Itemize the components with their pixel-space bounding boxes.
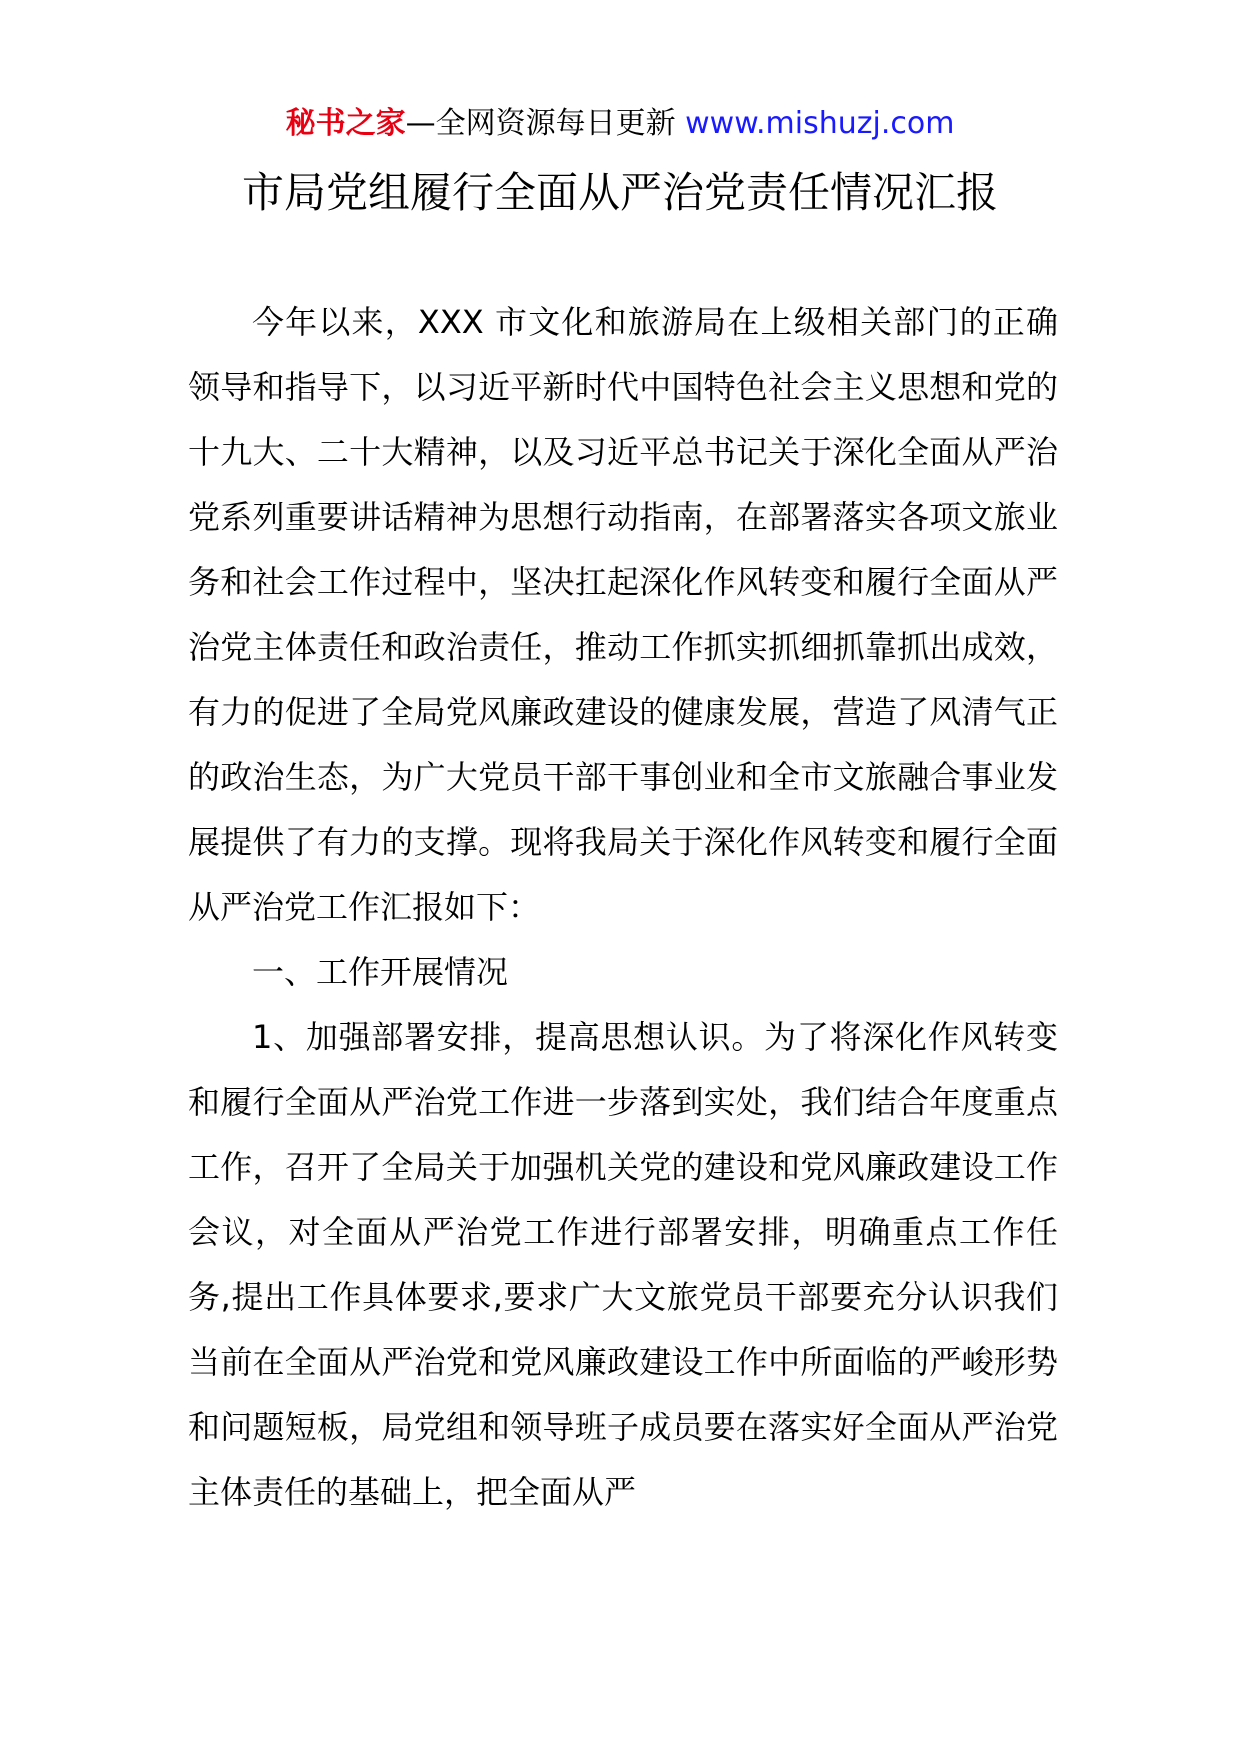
item-1-paragraph: 1、加强部署安排，提高思想认识。为了将深化作风转变和履行全面从严治党工作进一步落到实处，我们结合年度重点工作，召开了全局关于加强机关党的建设和党风廉政建设工作会议，对全面从严治党工作进行部署安排，明确重点工作任务,提出工作具体要求,要求广大文旅党员干部要充分认识我们当前在全面从严治党和党风廉政建设工作中所面临的严峻形势和问题短板，局党组和领导班子成员要在落实好全面从严治党主体责任的基础上，把全面从严 — [188, 1018, 1058, 1511]
site-header — [0, 100, 1240, 148]
brand-name: 秘书之家 — [285, 106, 406, 141]
site-url-link[interactable]: www.mishuzj.com — [685, 106, 955, 141]
intro-paragraph: 今年以来，XXX 市文化和旅游局在上级相关部门的正确领导和指导下，以习近平新时代中国特色社会主义思想和党的十九大、二十大精神，以及习近平总书记关于深化全面从严治党系列重要讲话精神为思想行动指南，在部署落实各项文旅业务和社会工作过程中，坚决扛起深化作风转变和履行全面从严治党主体责任和政治责任，推动工作抓实抓细抓靠抓出成效，有力的促进了全局党风廉政建设的健康发展，营造了风清气正的政治生态，为广大党员干部干事创业和全市文旅融合事业发展提供了有力的支撑。现将我局关于深化作风转变和履行全面从严治党工作汇报如下： — [188, 303, 1058, 926]
document-title: 市局党组履行全面从严治党责任情况汇报 — [241, 168, 998, 217]
header-slogan: —全网资源每日更新 — [405, 106, 686, 141]
section-heading-work-progress: 一、工作开展情况 — [252, 953, 509, 991]
document-body — [188, 290, 1058, 1525]
